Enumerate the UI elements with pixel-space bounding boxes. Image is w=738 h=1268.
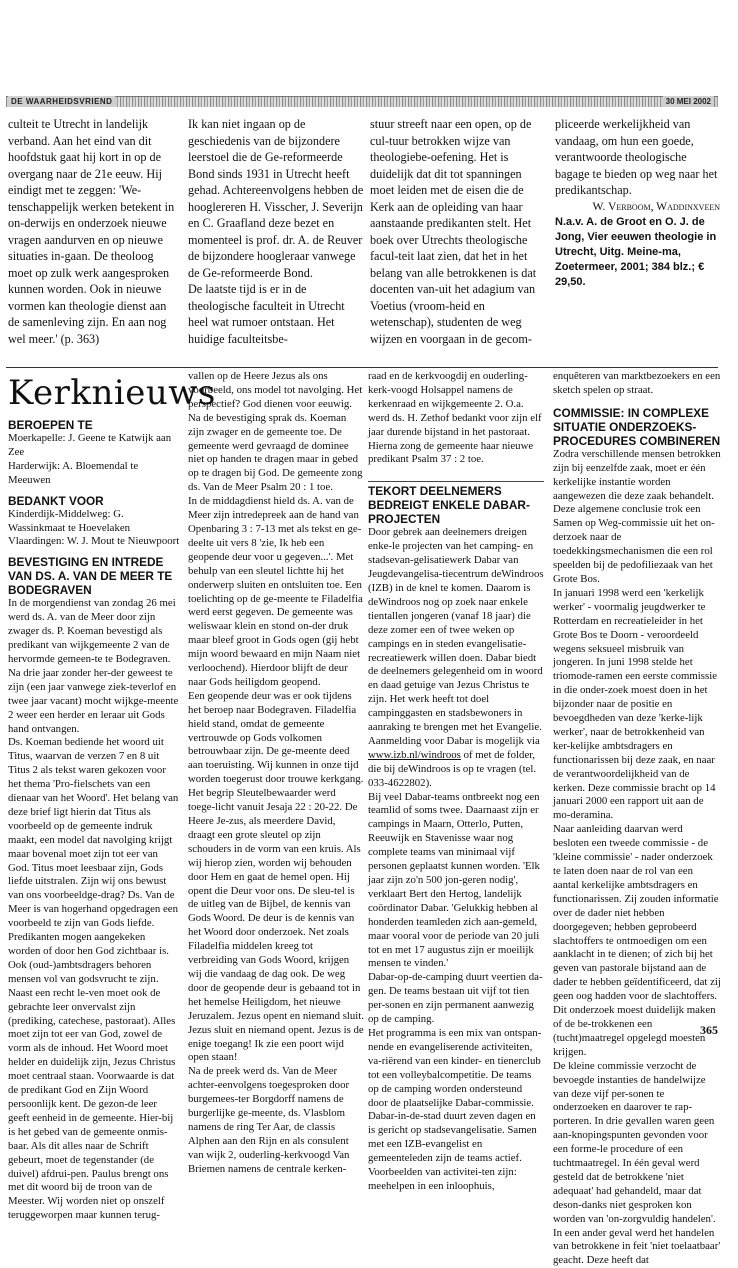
article-text-bevestiging: In de morgendienst van zondag 26 mei werd ds. A. van de Meer door zijn zwager ds. P. Koeman bevestigd als predikant van wijkgemeente 2 van de hervormde gemeen-te te Bodegraven. Na drie jaar zonder her-der geweest te zijn (een jaar vanwege ziek-teverlof en twee jaar vacant) mocht wijkge-meente 2 weer een herder en leraar uit Gods hand ontvangen. Ds. Koeman bediende het woord uit Titus, waarvan de verzen 7 en 8 uit Titus 2 als tekst waren gekozen voor het thema 'Pro-fielschets van een dienaar van het Woord'. Het belang van deze brief ligt hierin dat Titus als voorbeeld op de gemeente indruk maakt, een model dat navolging krijgt maar bovenal moet zijn tot eer van God. Titus moet leesbaar zijn, Gods liefde uitstralen. Zijn wij ons bewust van ons voorbeeldge-drag? Ds. Van de Meer is van hogerhand opgedragen een voorbeeld te zijn van Gods liefde. Predikanten mogen aangekeken worden of door hen God zichtbaar is. Ook (oud-)ambtsdragers behoren mensen vol van godsvrucht te zijn. Naast een recht le-ven moet ook de gebrachte leer onvervalst zijn (prediking, catechese, pastoraat). Alles moet zijn tot eer van God, zowel de vorm als de inhoud. Het Woord moet helder en duidelijk zijn, Jezus Christus moet centraal staan. Voorwaarde is dat de predikant God en Zijn Woord persoonlijk kent. De gezon-de leer geeft eenheid in de gemeente. Hier-bij is het gebed van de gemeente onmis-baar. Als dit alles naar de Schrift gebeurt, moet de tegenstander (de duivel) afdrui-pen. Paulus brengt ons met dit woord bij de troon van de Meester. Wij worden niet op onszelf teruggeworpen maar kunnen terug-	[8, 597, 179, 1222]
article-text-dabar	[368, 526, 544, 1194]
article-text-bevestiging-cont: vallen op de Heere Jezus als ons voorbeeld, ons model tot navolging. Het perspectief? God dienen voor eeuwig. Na de bevestiging sprak ds. Koeman zijn zwager en de gemeente toe. De gemeente werd gevraagd de dominee niet op handen te dragen maar in gebed op te dragen bij God. De gemeente zong ds. Van de Meer Psalm 20 : 1 toe. In de middagdienst hield ds. A. van de Meer zijn intredepreek aan de hand van Openbaring 3 : 7-13 met als tekst en ge-deelte uit vers 8 'zie, Ik heb een geopende deur voor u gegeven...'. Met behulp van een sleutel lichtte hij het onderwerp sluiten en ontsluiten toe. Een toelichting op de ge-meente te Filadelfia werd eerst gegeven. De gemeente was weliswaar klein en stond on-der druk maar bleef groot in Gods ogen (gij hebt mijn woord bewaard en mijn Naam niet verloochend). Hierdoor blijft de deur naar Gods heiligdom geopend. Een geopende deur was er ook tijdens het beroep naar Bodegraven. Filadelfia hield stand, omdat de gemeente vertrouwde op Gods volkomen betrouwbaar zijn. De ge-meente deed aan toeruisting. Wij kunnen in onze tijd worden toegerust door trouwe kerkgang. Het begrip Sleutelbewaarder werd toege-licht vanuit Jesaja 22 : 20-22. De Heere Je-zus, als meerdere David, draagt een grote sleutel op zijn schouders in de vorm van een kruis. Als wij hierop zien, worden wij behouden door Hem en gaat de hemel open. Hij opent die Deur voor ons. De sleu-tel is de uitleg van de Bijbel, de kennis van Gods Woord. De deur is de kennis van het Woord door onderzoek. Net zoals Filadelfia middelen kreeg tot verbreiding van Gods Woord, krijgen wij die vandaag de dag ook. De weg door de geopende deur is gebaand tot in het hemelse Heiligdom, het nieuwe Jeruzalem. Jezus opent en niemand sluit. Jezus sluit en niemand opent. Jezus is de enige toegang! Ik zie een poort wijd open staan! Na de preek werd ds. Van de Meer achter-eenvolgens toegesproken door burgemees-ter Borgdorff namens de burgerlijke ge-meente, ds. Vlasblom namens de ring Ter Aar, de classis Alphen aan den Rijn en als consulent van wijk 2, ouderling-kerkvoogd Van Briemen namens de centrale kerken-	[188, 370, 364, 1175]
article-heading-dabar: TEKORT DEELNEMERS BEDREIGT ENKELE DABAR-PROJECTEN	[368, 484, 530, 527]
review-text-4: pliceerde werkelijkheid van vandaag, om hun een goede, verantwoorde theologische bagage te bieden op weg naar het predikantschap.	[555, 117, 718, 197]
publication-name: DE WAARHEIDSVRIEND	[8, 96, 115, 107]
article-heading-commissie: COMMISSIE: IN COMPLEXE SITUATIE ONDERZOEKS-PROCEDURES COMBINEREN	[553, 405, 721, 448]
dabar-text-b: of met de folder, die bij deWindroos is op te vragen (tel. 033-4622802). Bij veel Dabar-teams ontbreekt nog een teamlid of soms twee. Daarnaast zijn er campings in Maarn, Otterlo, Putten, Reeuwijk en Stavenisse waar nog complete teams van minimaal vijf personen geplaatst kunnen worden. 'Elk jaar zijn zo'n 500 jon-geren nodig', verklaart Bert den Hertog, landelijk coördinator Dabar. 'Gelukkig hebben al honderden teamleden zich aan-gemeld, maar vooral voor de periode van 20 juli tot en met 17 augustus zijn er moeilijk mensen te vinden.' Dabar-op-de-camping duurt veertien da-gen. De teams bestaan uit vijf tot tien per-sonen en zijn permanent aanwezig op de camping. Het programma is een mix van ontspan-nende en evangeliserende activiteiten, va-riërend van een kinder- en tienerclub tot een volleybalcompetitie. De teams op de camping worden ondersteund door de plaatselijke Dabar-commissie. Dabar-in-de-stad duurt zeven dagen en is gericht op stadsevangelisatie. Samen met een IZB-evangelist en gemeenteleden zijn de teams actief. Voorbeelden van activitei-ten zijn: meehelpen in een inloophuis,	[368, 748, 543, 1192]
bedankt-list: Kinderdijk-Middelweg: G. Wassinkmaat te Hoevelaken Vlaardingen: W. J. Mout te Nieuwpoort	[8, 507, 180, 548]
beroepen-list: Moerkapelle: J. Geene te Katwijk aan Zee Harderwijk: A. Bloemendal te Meeuwen	[8, 432, 172, 486]
dabar-text-a: Door gebrek aan deelnemers dreigen enke-le projecten van het camping- en stadsevan-gelisatiewerk Dabar van Jeugdevangelisa-tiecentrum deWindroos (IZB) in de knel te komen. Daarom is deWindroos nog op zoek naar enkele tientallen jongeren (vanaf 18 jaar) die deze zomer een of twee weken op campings en in steden evangelisatie-recreatiewerk willen doen. Dabar biedt de deelnemers gelegenheid om in woord en daad getuige van Jezus Christus te zijn. Het werk heeft tot doel campinggasten en stadsbewoners in aanraking te brengen met het Evangelie. Aanmelding voor Dabar is mogelijk via	[368, 526, 544, 747]
page-number: 365	[700, 1023, 718, 1037]
review-signature: W. Verboom, Waddinxveen	[592, 199, 720, 213]
kerknieuws-column-4	[553, 370, 721, 1268]
article-text-commissie: Zodra verschillende mensen betrokken zijn bij eenzelfde zaak, moet er één kerkelijke instantie worden aangewezen die deze zaak behandelt. Deze algemene conclusie trok een Samen op Weg-commissie uit het on-derzoek naar de toedekkingsmechanismen die een rol speelden bij de pedofiliezaak van het Grote Bos. In januari 1998 werd een 'kerkelijk werker' - voormalig jeugdwerker te Rotterdam en recreatieleider in het Grote Bos te Doorn - veroordeeld wegens seksueel misbruik van jongeren. In juni 1998 stelde het triomode-ramen een eerste commissie in die onder-zoek moest doen in het bijzonder naar de positie en bevoegdheden van deze 'kerke-lijk werker', naar de betrokkenheid van ker-kelijke ambtsdragers en functionarissen bij deze zaak, en naar de verantwoordelijkheid van de kerken. Deze commissie bracht op 14 januari 2000 een rapport uit aan de mo-deramina. Naar aanleiding daarvan werd besloten een tweede commissie - de 'kleine commissie' - nader onderzoek te laten doen naar de rol van een aantal kerkelijke ambtsdragers en functionarissen. Zij zouden informatie over de dader niet hebben doorgegeven; hebben geprobeerd slachtoffers te ontmoedigen om een aanklacht in te dienen; of zich bij het geven van pastorale bijstand aan de dader te hebben geïdentificeerd, dat zij geen oog hadden voor de slachtoffers. Dit onderzoek moest duidelijk maken of de be-trokkenen een (tucht)maatregel opgelegd moesten krijgen. De kleine commissie verzocht de bevoegde instanties de handelwijze van deze vijf per-sonen te onderzoeken en daarover te rap-porteren. In drie gevallen waren geen aan-knopingspunten gevonden voor een forme-le procedure of een tuchtmaatregel. In één geval werd gesteld dat de betrokkene 'niet adequaat' had gehandeld, maar dat deson-danks niet gesproken kon worden van 'on-zorgvuldig handelen'. In een ander geval werd het handelen van betrokkene in feit 'niet toelaatbaar' geacht. Deze heeft dat	[553, 447, 721, 1267]
article-heading-bevestiging: BEVESTIGING EN INTREDE VAN DS. A. VAN DE MEER TE BODEGRAVEN	[8, 555, 173, 598]
kerknieuws-column-3	[368, 370, 544, 1194]
book-reference: N.a.v. A. de Groot en O. J. de Jong, Vier eeuwen theologie in Utrecht, Uitg. Meine-ma, Zoetermeer, 2001; 384 blz.; € 29,50.	[555, 216, 717, 288]
review-text-1: culteit te Utrecht in landelijk verband. Aan het eind van dit hoofdstuk gaat hij kort in op de overgang naar de 21e eeuw. Hij eindigt met te zeggen: 'We-tenschappelijk werken betekent in on-derwijs en onderzoek nieuwe vragen aandurven en op nieuwe situaties in-gaan. De theoloog moet op zulk werk aangesproken kunnen worden. Ook in nieuwe vormen kan theologie dienst aan de samenleving zijn. En aan nog wel meer.' (p. 363)	[8, 117, 175, 346]
kerknieuws-column-1	[8, 370, 216, 1223]
beroepen-heading: BEROEPEN TE	[8, 418, 93, 432]
review-column-2	[188, 116, 364, 347]
kerknieuws-masthead: Kerknieuws	[8, 373, 216, 413]
column-rule	[368, 481, 544, 482]
kerknieuws-column-2	[188, 370, 364, 1177]
issue-date: 30 MEI 2002	[663, 96, 714, 107]
bedankt-heading: BEDANKT VOOR	[8, 493, 104, 508]
windroos-link[interactable]: www.izb.nl/windroos	[368, 748, 461, 761]
article-text-bevestiging-end: raad en de kerkvoogdij en ouderling-kerk-voogd Holsappel namens de kerkenraad en wijkgemeente 2. O.a. werd ds. H. Zethof bedankt voor zijn elf jaar durende bijstand in het pastoraat. Hierna zong de gemeente haar nieuwe predikant Psalm 37 : 2 toe.	[368, 370, 542, 466]
section-divider	[6, 367, 718, 368]
review-text-2: Ik kan niet ingaan op de geschiedenis van de bijzondere leerstoel die de Ge-reformeerde Bond sinds 1931 in Utrecht heeft gehad. Achtereenvolgens hebben de hooglereren H. Visscher, J. Severijn en C. Graafland deze bezet en momenteel is prof. dr. A. de Reuver de bijzondere hoogleraar vanwege de Ge-reformeerde Bond. De laatste tijd is er in de theologische faculteit in Utrecht heel wat rumoer ontstaan. Het huidige faculteitsbe-	[188, 117, 364, 346]
review-column-3	[370, 116, 546, 347]
review-column-4	[555, 116, 720, 290]
article-text-dabar-end: enquêteren van marktbezoekers en een sketch spelen op straat.	[553, 370, 721, 396]
review-text-3: stuur streeft naar een open, op de cul-tuur betrokken wijze van theologiebe-oefening. Het is duidelijk dat dit tot spanningen moet leiden met de eisen die de Kerk aan de opleiding van haar aanstaande predikanten stelt. Het boek over Utrechts theologische facul-teit laat zien, dat het in het belang van alle betrokkenen is dat docenten van-uit het adagium van Voetius (vroom-heid en wetenschap), studenten de weg wijzen en voorgaan in de gecom-	[370, 117, 537, 346]
review-column-1	[8, 116, 179, 347]
